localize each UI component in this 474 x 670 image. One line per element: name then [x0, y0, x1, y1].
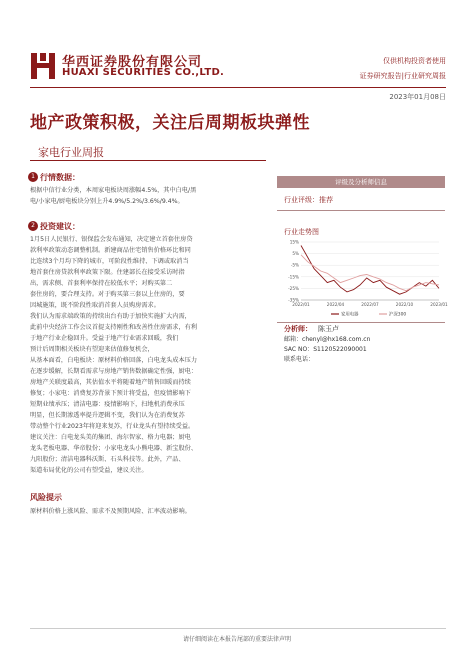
x-tick-label: 2023/01 [430, 302, 448, 307]
footer-divider [30, 628, 446, 629]
text-line: 出，需求侧、首套利率保持在较低水平；对购买第二 [30, 280, 173, 287]
sac-row [284, 344, 367, 353]
risk-heading: 风险提示 [30, 493, 62, 502]
sidebar-divider [277, 210, 445, 211]
report-title: 地产政策积极，关注后周期板块弹性 [30, 113, 310, 133]
section-number: 2 [28, 221, 38, 231]
text-line: 修复；小家电：消费复苏背景下预计将受益，但疫情影响下 [30, 390, 191, 397]
sidebar-divider [277, 322, 445, 323]
x-tick-label: 2022/01 [292, 302, 310, 307]
section-heading-advice: 投资建议： [40, 222, 80, 231]
email-value[interactable]: chenyl@hx168.com.cn [302, 336, 371, 343]
chart-series-lines [301, 246, 439, 295]
analyst-name: 陈玉卢 [318, 325, 339, 333]
risk-paragraph [30, 506, 268, 517]
y-tick-label: -5% [290, 262, 299, 268]
text-line: 短期业绩承压；清洁电器：疫情影响下，扫地机消费承压 [30, 401, 185, 408]
text-line: 套住房的，要合理支持。对于购买第三套以上住房的，要 [30, 291, 185, 298]
footer-disclaimer: 请仔细阅读在本报告尾部的重要法律声明 [182, 636, 291, 643]
text-line: 电/小家电/厨电板块分别上升4.9%/5.2%/3.6%/9.4%。 [30, 198, 184, 205]
text-line: 九阳股份；清洁电器科沃斯、石头科技等。此外，产品、 [30, 456, 185, 463]
phone-label: 联系电话： [284, 356, 315, 363]
report-subtitle: 家电行业周报 [38, 146, 104, 159]
risk-text: 原材料价格上涨风险、需求不及预期风险、汇率波动影响。 [30, 508, 191, 515]
email-label: 邮箱： [284, 336, 303, 343]
y-tick-label: -15% [288, 274, 299, 280]
huaxi-logo-icon [30, 52, 56, 80]
text-line: 比连续3个月均下降的城市，可阶段性维持、下调或取消当 [30, 258, 189, 265]
legend-label: 沪深300 [389, 312, 407, 318]
text-line: 预计后周期相关板块有望迎来估值修复机会， [30, 346, 154, 353]
section-heading-market: 行情数据： [40, 173, 80, 182]
brand-name-en: HUAXI SECURITIES CO.,LTD. [62, 67, 225, 78]
industry-rating: 行业评级：推荐 [284, 196, 333, 204]
text-line: 于地产行业企稳回升。受益于地产行业需求回暖，我们 [30, 335, 179, 342]
text-line: 渠道布局优化的公司有望受益，建议关注。 [30, 467, 148, 474]
advice-paragraph [30, 234, 268, 476]
chart-title: 行业走势图 [284, 228, 319, 236]
y-tick-label: -35% [288, 297, 299, 303]
text-line: 在逐步缓解，长期看需求与房地产销售数据确定性强，厨电： [30, 368, 198, 375]
legend-label: 家用电器 [341, 312, 359, 318]
text-line: 建议关注：白电龙头美的集团、海尔智家、格力电器；厨电 [30, 434, 191, 441]
text-line: 从基本面看，白电板块：原材料价格回落，白电龙头成本压力 [30, 357, 198, 364]
analyst-label: 分析师： [284, 325, 312, 333]
brand-name-cn: 华西证券股份有限公司 [62, 55, 203, 70]
x-tick-label: 2022/04 [326, 302, 345, 307]
report-date: 2023年01月08日 [389, 93, 446, 101]
x-axis-ticks [292, 302, 448, 307]
email-row [284, 334, 370, 343]
y-tick-label: 15% [289, 239, 299, 245]
text-line: 房地产关联度最高，其估值水平将随着地产销售回暖而持续 [30, 379, 191, 386]
text-line: 带动整个行业2023年将迎来复苏，行业龙头有望持续受益。 [30, 423, 195, 430]
subtitle-divider [30, 160, 266, 161]
chart-legend [331, 311, 406, 318]
text-line: 款利率政策动态调整机制。新建商品住宅销售价格环比和同 [30, 247, 191, 254]
series-line [301, 255, 439, 291]
text-line: 根据中信行业分类，本周家电板块周涨幅4.5%，其中白电/黑 [30, 187, 197, 194]
sac-value: S1120522090001 [313, 346, 367, 353]
y-tick-label: -25% [288, 285, 299, 291]
rating-info-bar: 评级及分析师信息 [277, 176, 445, 188]
text-line: 地首套住房贷款利率政策下限。住建部长在接受采访时指 [30, 269, 185, 276]
y-axis-ticks [288, 240, 299, 303]
section-number: 1 [28, 172, 38, 182]
report-category: 证券研究报告|行业研究周报 [359, 72, 446, 80]
market-paragraph [30, 185, 268, 207]
text-line: 因城施策，既不阶段性取消首套人员购房需求。 [30, 302, 160, 309]
series-line [301, 246, 439, 295]
text-line: 此前中央经济工作会议首提支持刚性和改善性住房需求，有利 [30, 324, 198, 331]
header-divider [30, 87, 446, 88]
sac-label: SAC NO： [284, 346, 314, 353]
x-tick-label: 2022/10 [395, 302, 414, 307]
text-line: 龙头老板电器、华帝股份；小家电龙头小熊电器、新宝股份、 [30, 445, 198, 452]
distribution-note: 仅供机构投资者使用 [383, 57, 446, 65]
industry-trend-chart [277, 238, 448, 320]
text-line: 1月5日人民银行、银保监会发布通知，决定建立首套住房贷 [30, 236, 193, 243]
text-line: 明显，但长期渗透率提升逻辑不变，我们认为在消费复苏 [30, 412, 185, 419]
text-line: 我们认为需求端政策的持续出台有助于加快实施扩大内需， [30, 313, 191, 320]
y-tick-label: 5% [292, 251, 299, 257]
phone-row [284, 354, 314, 363]
x-tick-label: 2022/07 [361, 302, 379, 307]
